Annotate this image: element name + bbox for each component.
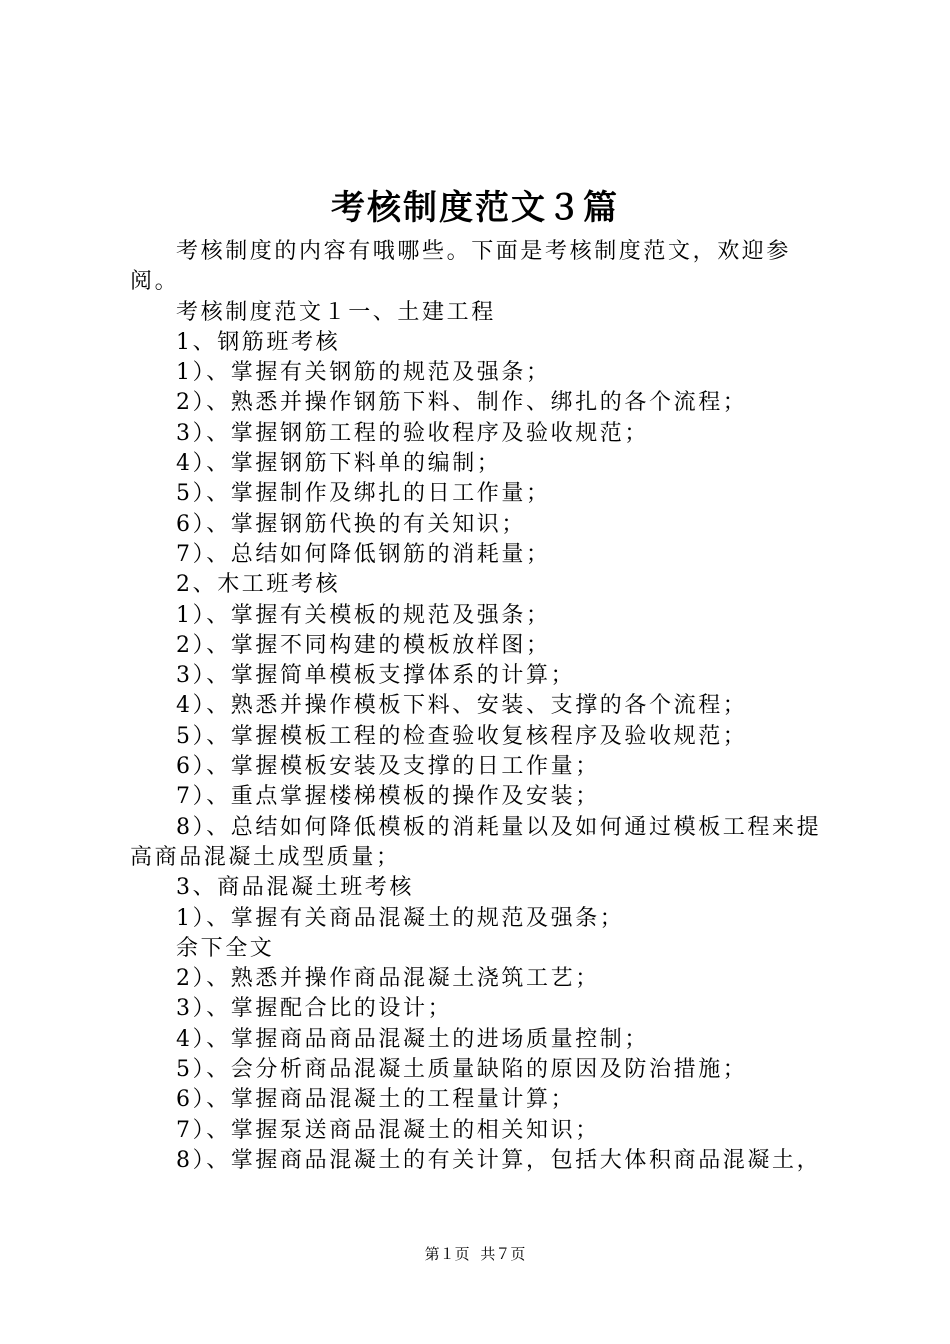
wrapped-paragraph: 8）、总结如何降低模板的消耗量以及如何通过模板工程来提高商品混凝土成型质量； (130, 814, 822, 870)
text-line: 考核制度范文１一、土建工程 (176, 299, 496, 325)
line-group-a (130, 298, 830, 813)
text-line: 2）、掌握不同构建的模板放样图； (176, 632, 551, 658)
text-line: 3）、掌握配合比的设计； (176, 996, 453, 1022)
document-title: 考核制度范文３篇 (331, 188, 619, 228)
page-footer (0, 1244, 950, 1264)
intro-paragraph: 考核制度的内容有哦哪些。下面是考核制度范文，欢迎参阅。 (130, 239, 792, 295)
text-line: 3、商品混凝土班考核 (176, 875, 414, 901)
text-line: 4）、熟悉并操作模板下料、安装、支撑的各个流程； (176, 693, 748, 719)
text-line: 5）、会分析商品混凝土质量缺陷的原因及防治措施； (176, 1057, 748, 1083)
page-total: 共７页 (480, 1245, 526, 1263)
line-group-b (130, 873, 830, 1176)
text-line: 2）、熟悉并操作钢筋下料、制作、绑扎的各个流程； (176, 390, 748, 416)
text-line: 1）、掌握有关钢筋的规范及强条； (176, 360, 551, 386)
text-line: 1、钢筋班考核 (176, 329, 341, 355)
text-line: 2、木工班考核 (176, 572, 341, 598)
text-line: 6）、掌握模板安装及支撑的日工作量； (176, 754, 600, 780)
text-line: 3）、掌握简单模板支撑体系的计算； (176, 663, 576, 689)
text-line: 2）、熟悉并操作商品混凝土浇筑工艺； (176, 966, 600, 992)
document-body (130, 237, 830, 1176)
text-line: 1）、掌握有关商品混凝土的规范及强条； (176, 905, 625, 931)
text-line: 余下全文 (176, 935, 275, 961)
text-line: 4）、掌握商品商品混凝土的进场质量控制； (176, 1026, 649, 1052)
text-line: 6）、掌握商品混凝土的工程量计算； (176, 1087, 576, 1113)
text-line: 6）、掌握钢筋代换的有关知识； (176, 511, 526, 537)
text-line: 3）、掌握钢筋工程的验收程序及验收规范； (176, 420, 649, 446)
text-line: 7）、总结如何降低钢筋的消耗量； (176, 541, 551, 567)
text-line: 7）、掌握泵送商品混凝土的相关知识； (176, 1117, 600, 1143)
text-line: 5）、掌握制作及绑扎的日工作量； (176, 481, 551, 507)
text-line: 5）、掌握模板工程的检查验收复核程序及验收规范； (176, 723, 748, 749)
text-line: 8）、掌握商品混凝土的有关计算，包括大体积商品混凝土， (176, 1147, 822, 1173)
text-line: 7）、重点掌握楼梯模板的操作及安装； (176, 784, 600, 810)
text-line: 4）、掌握钢筋下料单的编制； (176, 451, 502, 477)
page-number: 第１页 (424, 1245, 470, 1263)
text-line: 1）、掌握有关模板的规范及强条； (176, 602, 551, 628)
